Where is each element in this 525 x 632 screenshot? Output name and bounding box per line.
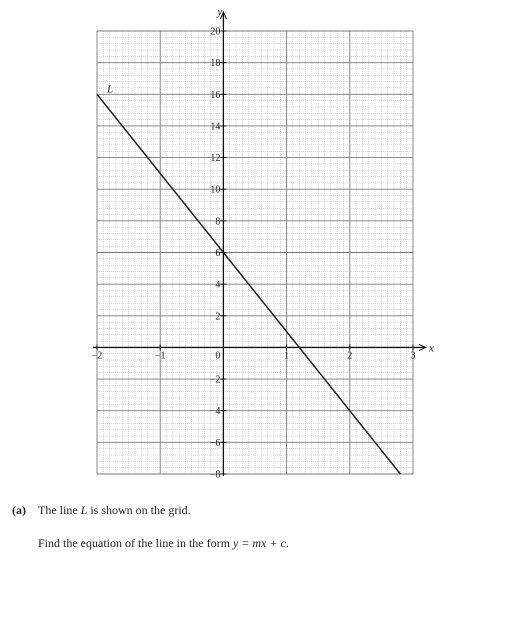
- y-axis-label: y: [217, 6, 223, 18]
- x-tick-label: −1: [154, 350, 166, 362]
- instruction-equation: y = mx + c: [232, 536, 286, 550]
- y-tick-label: 10: [210, 184, 221, 196]
- grid: [97, 31, 413, 474]
- instruction-post: .: [285, 536, 289, 550]
- x-axis-label: x: [429, 342, 434, 355]
- y-tick-label: −8: [209, 469, 221, 481]
- tick-labels: [92, 6, 434, 481]
- y-tick-label: 12: [210, 153, 221, 165]
- y-tick-label: −4: [209, 406, 221, 418]
- series-label-L: L: [107, 83, 114, 96]
- x-tick-label: 2: [347, 350, 353, 362]
- y-tick-label: 20: [210, 26, 221, 38]
- question-instruction: [38, 536, 289, 551]
- statement-pre: The line: [38, 503, 81, 517]
- x-tick-label: −2: [91, 350, 103, 362]
- y-tick-label: 14: [210, 121, 221, 133]
- x-tick-label: 0: [215, 350, 221, 362]
- y-tick-label: 2: [215, 311, 221, 323]
- y-tick-label: −6: [209, 437, 221, 449]
- question-statement: [38, 503, 191, 518]
- x-tick-label: 3: [410, 350, 416, 362]
- instruction-pre: Find the equation of the line in the form: [38, 536, 233, 550]
- question-part-label: (a): [12, 503, 26, 517]
- y-tick-label: 6: [215, 248, 221, 259]
- y-tick-label: 4: [215, 279, 221, 291]
- y-tick-label: −2: [209, 374, 221, 386]
- statement-post: is shown on the grid.: [87, 503, 191, 517]
- y-tick-label: 18: [210, 58, 221, 70]
- y-tick-label: 16: [210, 89, 221, 101]
- y-tick-label: 8: [215, 216, 221, 228]
- statement-var: L: [80, 503, 88, 517]
- x-tick-label: 1: [284, 350, 290, 362]
